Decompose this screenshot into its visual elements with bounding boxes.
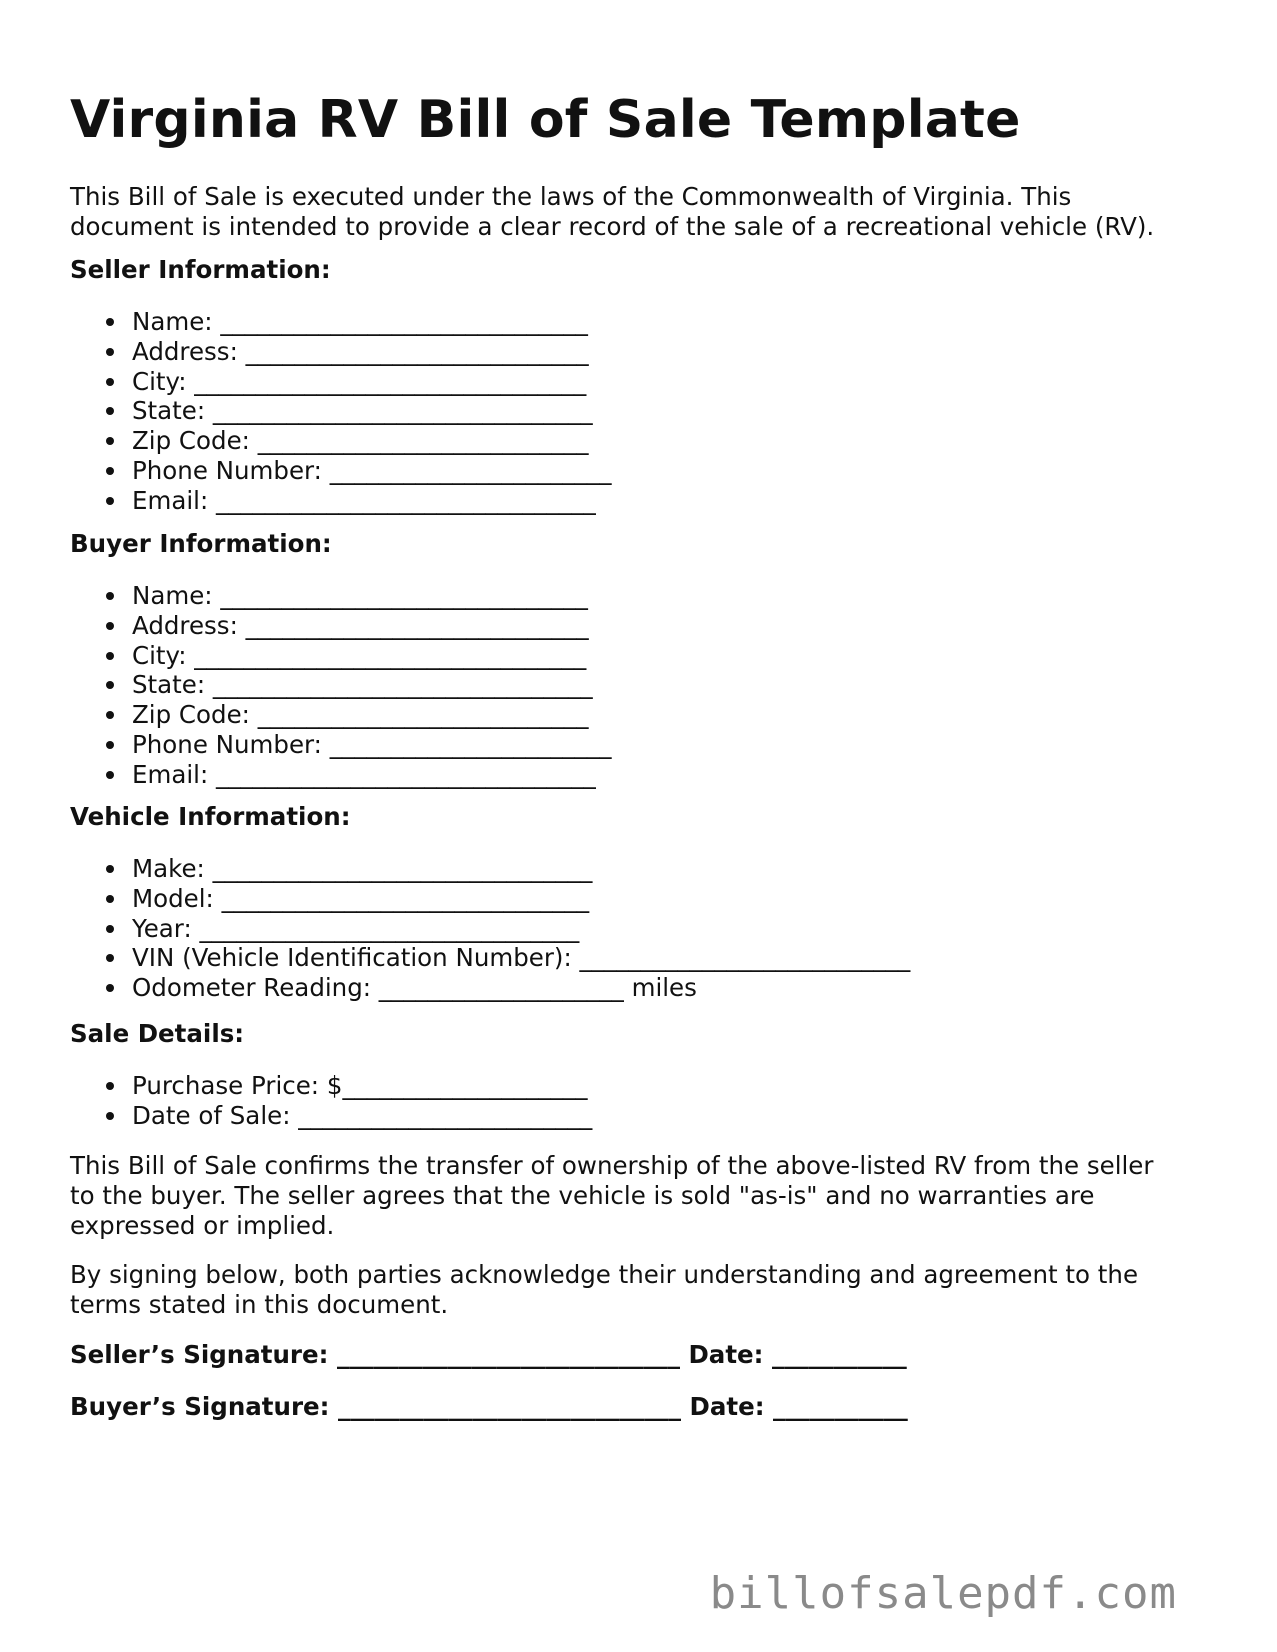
buyer-name-field[interactable]: Name: ______________________________ bbox=[70, 581, 611, 611]
seller-section-heading: Seller Information: bbox=[70, 255, 331, 284]
buyer-state-field[interactable]: State: _______________________________ bbox=[70, 670, 611, 700]
buyer-address-field[interactable]: Address: ____________________________ bbox=[70, 611, 611, 641]
acknowledgement-line-1: By signing below, both parties acknowledge their understanding and agreement to the bbox=[70, 1260, 1139, 1289]
vehicle-odometer-field[interactable]: Odometer Reading: ____________________ miles bbox=[70, 973, 910, 1003]
seller-email-field[interactable]: Email: _______________________________ bbox=[70, 486, 611, 516]
seller-state-field[interactable]: State: _______________________________ bbox=[70, 396, 611, 426]
seller-field-list bbox=[70, 307, 611, 516]
buyer-zip-field[interactable]: Zip Code: ___________________________ bbox=[70, 700, 611, 730]
vehicle-section-heading: Vehicle Information: bbox=[70, 802, 351, 831]
vehicle-vin-field[interactable]: VIN (Vehicle Identification Number): ___________________________ bbox=[70, 943, 910, 973]
transfer-paragraph bbox=[70, 1151, 1220, 1241]
seller-phone-field[interactable]: Phone Number: _______________________ bbox=[70, 456, 611, 486]
intro-line-1: This Bill of Sale is executed under the laws of the Commonwealth of Virginia. This bbox=[70, 182, 1072, 211]
sale-field-list bbox=[70, 1071, 592, 1131]
transfer-line-2: to the buyer. The seller agrees that the vehicle is sold "as-is" and no warranties are bbox=[70, 1181, 1095, 1210]
buyer-city-field[interactable]: City: ________________________________ bbox=[70, 641, 611, 671]
vehicle-model-field[interactable]: Model: ______________________________ bbox=[70, 884, 910, 914]
buyer-email-field[interactable]: Email: _______________________________ bbox=[70, 760, 611, 790]
page-title: Virginia RV Bill of Sale Template bbox=[70, 90, 1021, 150]
transfer-line-3: expressed or implied. bbox=[70, 1211, 335, 1240]
vehicle-field-list bbox=[70, 854, 910, 1003]
intro-paragraph bbox=[70, 182, 1220, 242]
seller-zip-field[interactable]: Zip Code: ___________________________ bbox=[70, 426, 611, 456]
acknowledgement-paragraph bbox=[70, 1260, 1220, 1320]
seller-address-field[interactable]: Address: ____________________________ bbox=[70, 337, 611, 367]
seller-name-field[interactable]: Name: ______________________________ bbox=[70, 307, 611, 337]
vehicle-year-field[interactable]: Year: _______________________________ bbox=[70, 914, 910, 944]
purchase-price-field[interactable]: Purchase Price: $____________________ bbox=[70, 1071, 592, 1101]
buyer-phone-field[interactable]: Phone Number: _______________________ bbox=[70, 730, 611, 760]
buyer-section-heading: Buyer Information: bbox=[70, 529, 332, 558]
vehicle-make-field[interactable]: Make: _______________________________ bbox=[70, 854, 910, 884]
acknowledgement-line-2: terms stated in this document. bbox=[70, 1290, 449, 1319]
transfer-line-1: This Bill of Sale confirms the transfer of ownership of the above-listed RV from the seller bbox=[70, 1151, 1154, 1180]
buyer-signature-line[interactable]: Buyer’s Signature: ____________________________ Date: ___________ bbox=[70, 1392, 908, 1421]
buyer-field-list bbox=[70, 581, 611, 790]
sale-section-heading: Sale Details: bbox=[70, 1019, 245, 1048]
date-of-sale-field[interactable]: Date of Sale: ________________________ bbox=[70, 1101, 592, 1131]
intro-line-2: document is intended to provide a clear record of the sale of a recreational vehicle (RV). bbox=[70, 212, 1155, 241]
seller-city-field[interactable]: City: ________________________________ bbox=[70, 367, 611, 397]
seller-signature-line[interactable]: Seller’s Signature: ____________________________ Date: ___________ bbox=[70, 1340, 907, 1369]
watermark: billofsalepdf.com bbox=[709, 1568, 1177, 1619]
